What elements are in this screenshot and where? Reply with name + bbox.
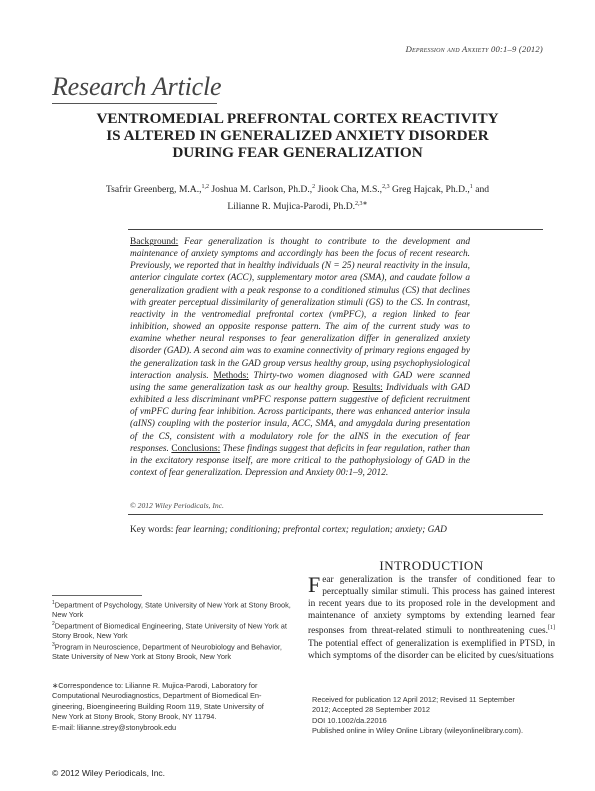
correspondence-line: gineering, Bioengineering Building Room 119, State University of	[52, 701, 264, 711]
affiliation	[52, 640, 292, 662]
author-affil-sup: 1	[469, 184, 473, 190]
author-line-2	[60, 197, 535, 214]
section-label: Research Article	[52, 72, 222, 101]
author-affil-sup: 2,3∗	[355, 201, 368, 208]
author-name: Greg Hajcak, Ph.D.,	[392, 184, 470, 196]
keywords-text: fear learning; conditioning; prefrontal cortex; regulation; anxiety; GAD	[173, 525, 447, 535]
affiliation-sup: 2	[52, 621, 55, 627]
keywords-label: Key words:	[130, 525, 174, 535]
affiliation-text: Department of Psychology, State University of New York at Stony Brook, New York	[52, 600, 291, 620]
correspondence-email[interactable]: E-mail: lilianne.strey@stonybrook.edu	[52, 722, 177, 732]
affiliation-text: Program in Neuroscience, Department of Neurobiology and Behavior, State University of New York at Stony Brook, New York	[52, 642, 282, 662]
title-line: DURING FEAR GENERALIZATION	[172, 144, 423, 161]
abstract-results-label: Results:	[352, 382, 383, 393]
title-line: VENTROMEDIAL PREFRONTAL CORTEX REACTIVITY	[96, 110, 499, 127]
title-line: IS ALTERED IN GENERALIZED ANXIETY DISORDER	[106, 127, 489, 144]
received-line: 2012; Accepted 28 September 2012	[312, 705, 430, 715]
introduction-text: ear generalization is the transfer of conditioned fear to perceptually similar stimuli. This process has gained interest in recent years due to its proposed role in the development and maintenance of anxiety symptoms by extending learned fear responses from threat-related stimuli to nonthreatening cues.	[308, 575, 555, 637]
footer-copyright: © 2012 Wiley Periodicals, Inc.	[52, 768, 166, 778]
running-head	[406, 44, 543, 54]
abstract-background-text: Fear generalization is thought to contribute to the development and maintenance of anxiety symptoms and accordingly has been the focus of recent research. Previously, we reported that in healthy individuals (N = 25) neural reactivity in the insula, anterior cingulate cortex (ACC), supplementary motor area (SMA), and caudate follow a generalization gradient with a peak response to a conditioned stimulus (CS) that declines with greater perceptual dissimilarity of generalization stimuli (GS) to the CS. In contrast, reactivity in the ventromedial prefrontal cortex (vmPFC), a region linked to fear inhibition, showed an opposite response pattern. The aim of the current study was to examine whether neural responses to fear generalization differ in generalized anxiety disorder (GAD). A second aim was to examine connectivity of primary regions engaged by the generalization task in the GAD group versus healthy group, using psychophysiological interaction analysis.	[130, 237, 470, 381]
correspondence-line: Computational Neurodiagnostics, Department of Biomedical En-	[52, 691, 262, 701]
affiliation	[52, 598, 292, 620]
keywords	[130, 524, 475, 537]
author-list	[60, 180, 535, 214]
author-line-1	[60, 180, 535, 197]
affiliation-sup: 3	[52, 642, 55, 648]
abstract-results-text: Individuals with GAD exhibited a less discriminant vmPFC response pattern suggestive of deficient recruitment of vmPFC during fear inhibition. Across participants, there was enhanced anterior insula (aINS) coupling with the posterior insula, ACC, SMA, and amygdala during presentation of the CS, consistent with a modulatory role for the aINS in the execution of fear responses.	[130, 382, 470, 454]
published-online-line: Published online in Wiley Online Library (wileyonlinelibrary.com).	[312, 726, 523, 736]
abstract-conclusions-text: These findings suggest that deficits in fear regulation, rather than in the excitatory response itself, are more critical to the pathophysiology of GAD in the context of fear generalization. Depression and Anxiety 00:1–9, 2012.	[130, 443, 470, 478]
abstract-copyright: © 2012 Wiley Periodicals, Inc.	[130, 501, 224, 510]
author-affil-sup: 1,2	[201, 184, 210, 190]
correspondence	[52, 681, 297, 733]
author-name: Jiook Cha, M.S.,	[317, 184, 383, 196]
abstract-top-rule	[128, 229, 543, 230]
received-line: Received for publication 12 April 2012; Revised 11 September	[312, 695, 515, 704]
journal-pages: 00:1–9 (2012)	[490, 44, 543, 54]
correspondence-line: New York at Stony Brook, Stony Brook, NY 11794.	[52, 712, 217, 722]
correspondence-line: ∗Correspondence to: Lilianne R. Mujica-Parodi, Laboratory for	[52, 681, 258, 690]
abstract-conclusions-label: Conclusions:	[171, 443, 221, 454]
drop-cap: F	[308, 572, 321, 597]
author-name: Lilianne R. Mujica-Parodi, Ph.D.	[227, 201, 356, 213]
introduction-body	[308, 574, 555, 662]
doi-line[interactable]: DOI 10.1002/da.22016	[312, 715, 387, 725]
author-conjunction: and	[475, 184, 490, 196]
introduction-heading: INTRODUCTION	[379, 558, 484, 573]
publication-info	[312, 695, 562, 737]
abstract-text	[130, 236, 470, 479]
article-title	[40, 110, 555, 161]
abstract-background-label: Background:	[130, 237, 179, 247]
abstract-methods-text: Thirty-two women diagnosed with GAD were scanned using the same generalization task as our healthy group.	[130, 370, 470, 393]
affiliation-sup: 1	[52, 600, 55, 606]
introduction-text-continued: The potential effect of generalization is exemplified in PTSD, in which symptoms of the disorder can be elicited by cues/situations	[308, 638, 555, 661]
abstract-methods-label: Methods:	[213, 370, 249, 381]
affiliation	[52, 619, 292, 641]
affiliation-text: Department of Biomedical Engineering, State University of New York at Stony Brook, New York	[52, 621, 287, 641]
author-affil-sup: 2,3	[382, 184, 390, 190]
abstract	[130, 236, 470, 479]
affiliation-rule	[52, 595, 142, 596]
section-rule	[52, 103, 217, 104]
author-name: Joshua M. Carlson, Ph.D.,	[211, 184, 313, 196]
author-name: Tsafrir Greenberg, M.A.,	[105, 184, 202, 196]
abstract-bottom-rule	[128, 514, 543, 515]
citation-link[interactable]: [1]	[548, 625, 555, 632]
author-affil-sup: 2	[312, 184, 316, 190]
journal-name: Depression and Anxiety	[405, 44, 489, 54]
